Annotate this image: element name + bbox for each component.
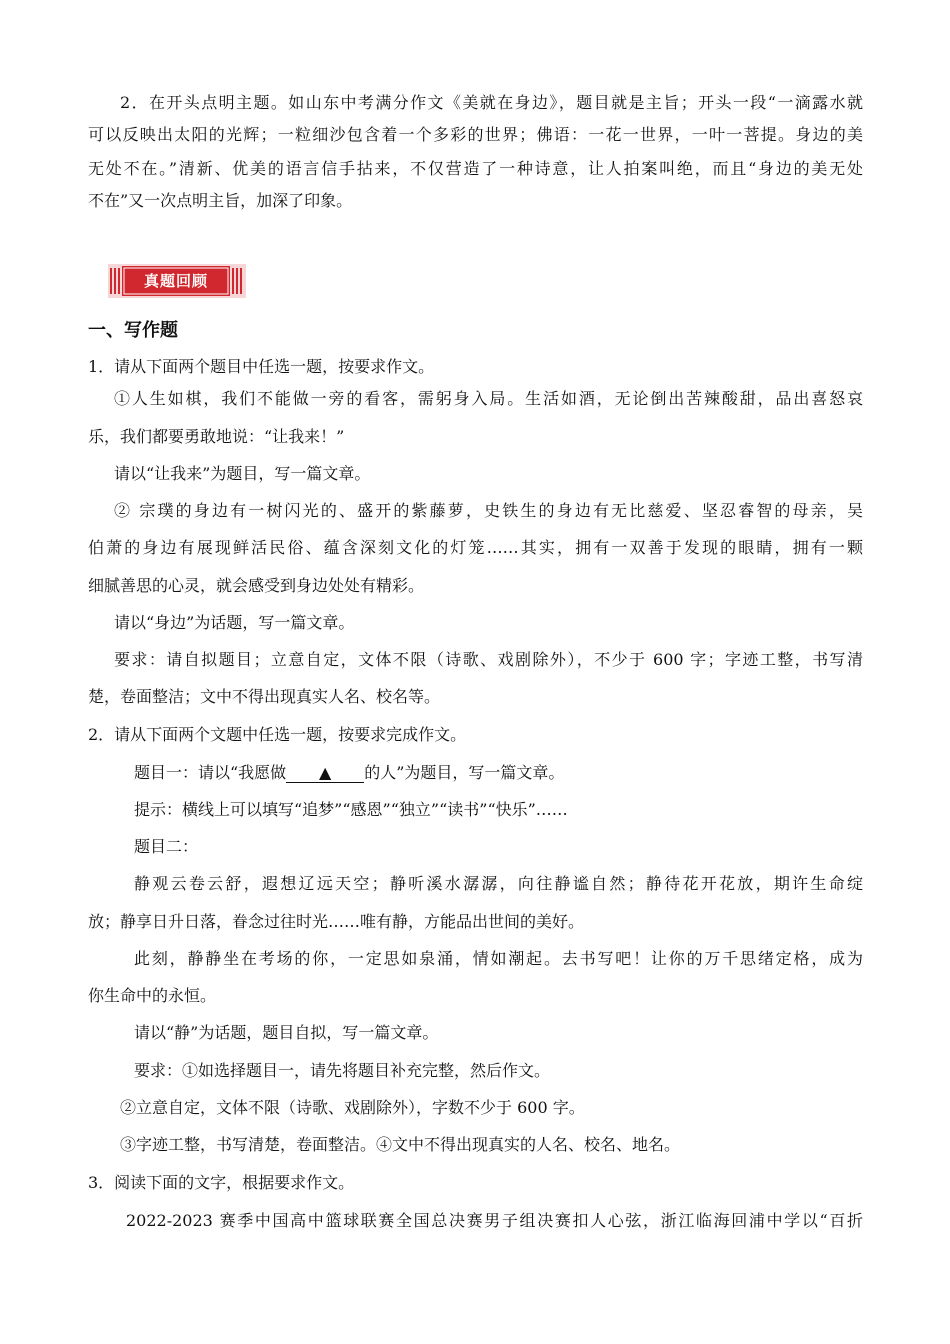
text-line: 3．阅读下面的文字，根据要求作文。 — [88, 1173, 355, 1192]
text-line: 2．在开头点明主题。如山东中考满分作文《美就在身边》，题目就是主旨；开头一段“一滴露水就 — [120, 93, 863, 112]
topic-one-suffix: 的人”为题目，写一篇文章。 — [364, 763, 565, 782]
text-line: 乐，我们都要勇敢地说：“让我来！” — [88, 427, 345, 446]
banner-label: 真题回顾 — [143, 272, 208, 290]
text-line: ①人生如棋，我们不能做一旁的看客，需躬身入局。生活如酒，无论倒出苦辣酸甜，品出喜怒哀 — [114, 389, 863, 408]
text-line: 你生命中的永恒。 — [88, 986, 217, 1005]
section-banner — [108, 264, 246, 298]
fill-in-blank: ▲ — [286, 764, 364, 783]
text-line: 放；静享日升日落，眷念过往时光……唯有静，方能品出世间的美好。 — [88, 912, 585, 931]
text-line: 此刻，静静坐在考场的你，一定思如泉涌，情如潮起。去书写吧！让你的万千思绪定格，成为 — [134, 949, 863, 968]
text-line: 伯萧的身边有展现鲜活民俗、蕴含深刻文化的灯笼……其实，拥有一双善于发现的眼睛，拥有一颗 — [88, 538, 863, 557]
topic-one-prefix: 题目一：请以“我愿做 — [134, 763, 287, 782]
text-line: 请以“让我来”为题目，写一篇文章。 — [114, 464, 371, 483]
text-line: 楚，卷面整洁；文中不得出现真实人名、校名等。 — [88, 687, 441, 706]
text-line: 请以“静”为话题，题目自拟，写一篇文章。 — [134, 1023, 439, 1042]
text-line: ②立意自定，文体不限（诗歌、戏剧除外），字数不少于 600 字。 — [120, 1098, 585, 1117]
text-line: 请以“身边”为话题，写一篇文章。 — [114, 613, 355, 632]
text-line: 2．请从下面两个文题中任选一题，按要求完成作文。 — [88, 725, 467, 744]
text-line: ② 宗璞的身边有一树闪光的、盛开的紫藤萝，史铁生的身边有无比慈爱、坚忍睿智的母亲，吴 — [114, 501, 863, 520]
section-heading: 一、写作题 — [88, 320, 178, 341]
text-line: 无处不在。”清新、优美的语言信手拈来，不仅营造了一种诗意，让人拍案叫绝，而且“身边的美无处 — [88, 159, 863, 178]
text-line: 静观云卷云舒，遐想辽远天空；静听溪水潺潺，向往静谧自然；静待花开花放，期许生命绽 — [134, 874, 863, 893]
text-line: 提示：横线上可以填写“追梦”“感恩”“独立”“读书”“快乐”…… — [134, 800, 568, 819]
text-line: 细腻善思的心灵，就会感受到身边处处有精彩。 — [88, 576, 425, 595]
text-line: ③字迹工整，书写清楚，卷面整洁。④文中不得出现真实的人名、校名、地名。 — [120, 1135, 681, 1154]
text-line: 不在”又一次点明主旨，加深了印象。 — [88, 191, 353, 210]
text-line: 题目二： — [134, 837, 199, 856]
text-line: 1．请从下面两个题目中任选一题，按要求作文。 — [88, 357, 435, 376]
text-line: 要求：①如选择题目一，请先将题目补充完整，然后作文。 — [134, 1061, 551, 1080]
topic-one-line — [88, 762, 863, 784]
text-line: 可以反映出太阳的光辉；一粒细沙包含着一个多彩的世界；佛语：一花一世界，一叶一菩提。身边的美 — [88, 125, 863, 144]
text-line: 2022-2023 赛季中国高中篮球联赛全国总决赛男子组决赛扣人心弦，浙江临海回浦中学以“百折 — [126, 1211, 863, 1230]
text-line: 要求：请自拟题目；立意自定，文体不限（诗歌、戏剧除外），不少于 600 字；字迹工整，书写清 — [114, 650, 863, 669]
